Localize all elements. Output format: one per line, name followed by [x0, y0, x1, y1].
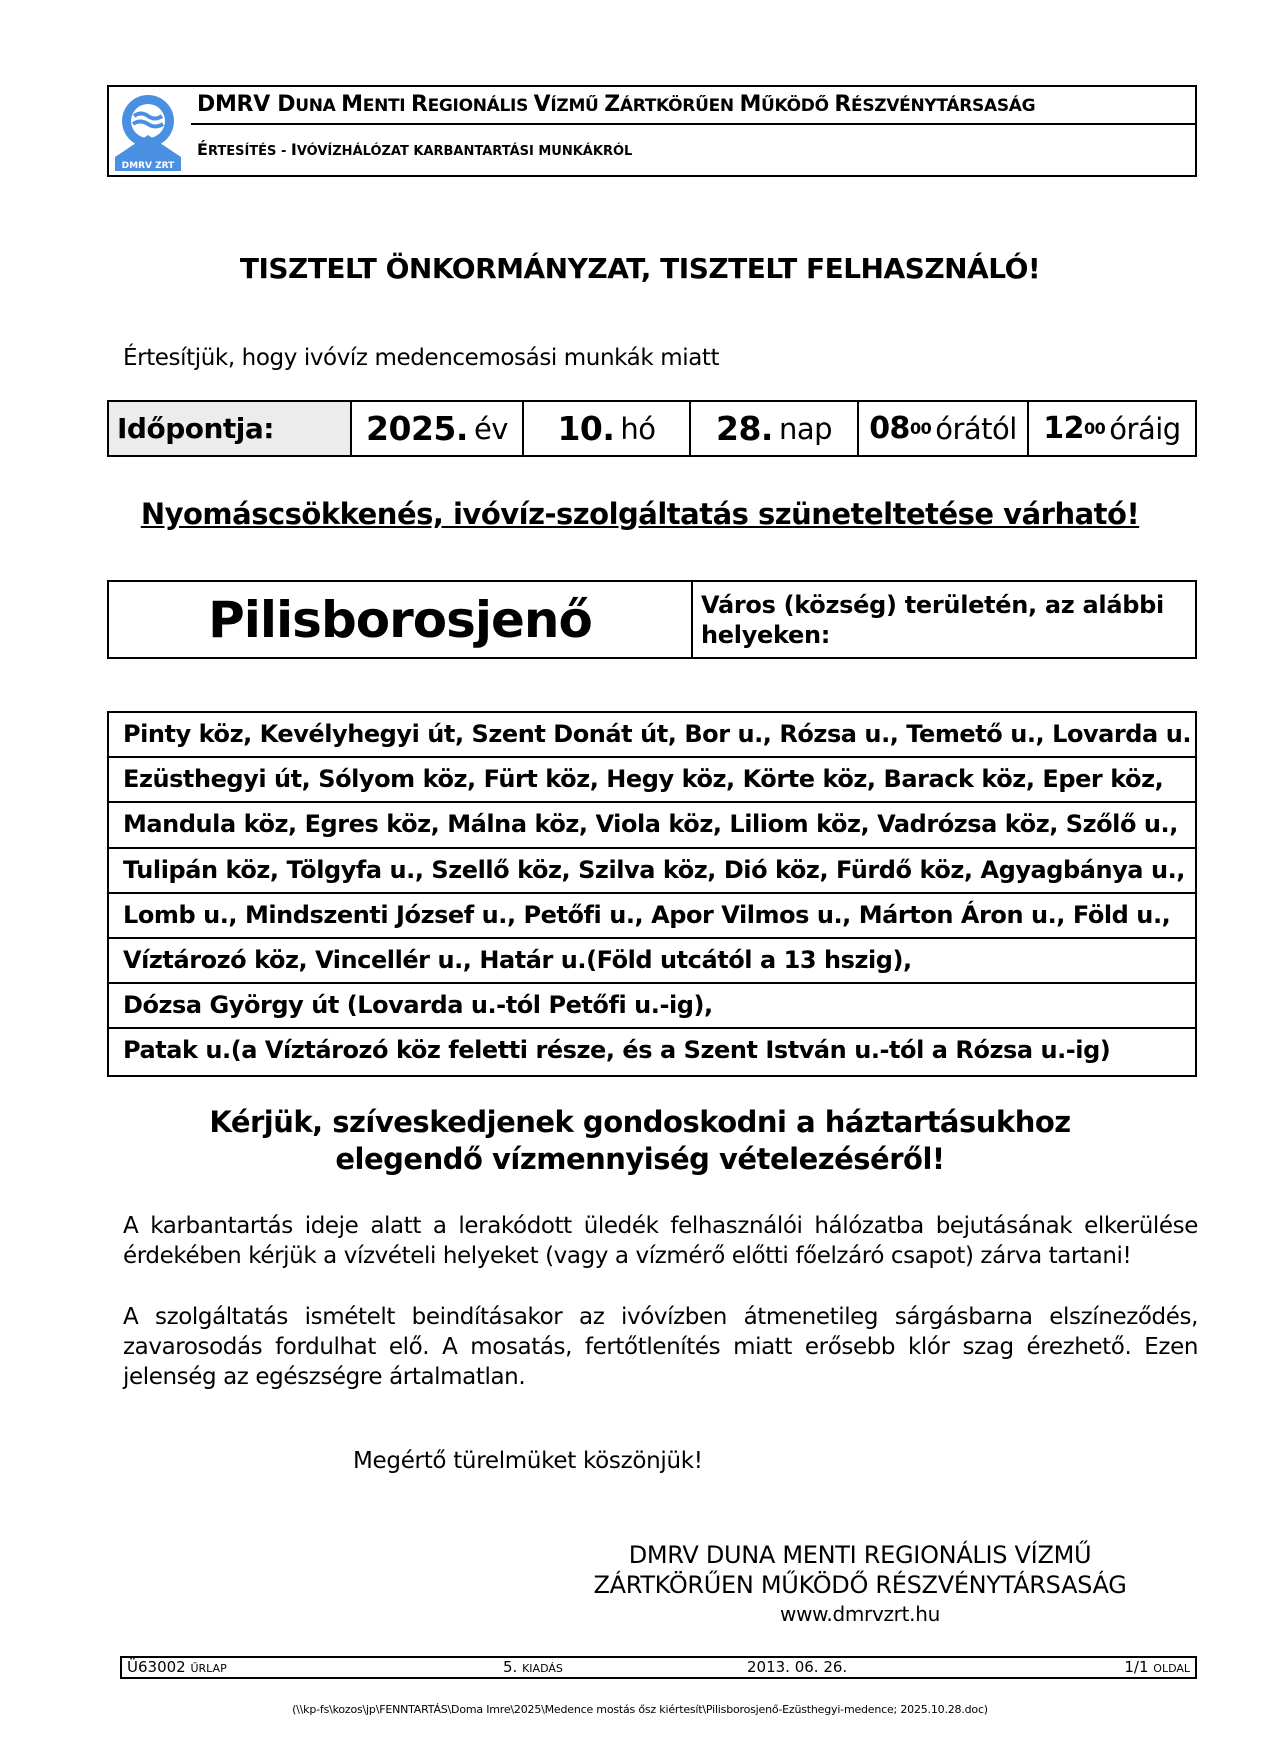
form-code: Ü63002 ŰRLAP: [127, 1658, 227, 1676]
schedule-table: [107, 400, 1197, 457]
town-name: Pilisborosjenő: [109, 582, 693, 657]
document-subtitle: ÉRTESÍTÉS - IVÓVÍZHÁLÓZAT KARBANTARTÁSI MUNKÁKRÓL: [197, 140, 633, 159]
schedule-start-time: 08 00 órától: [859, 402, 1029, 455]
schedule-year: 2025. év: [352, 402, 524, 455]
town-box: [107, 580, 1197, 659]
schedule-month: 10. hó: [524, 402, 691, 455]
schedule-day: 28. nap: [691, 402, 859, 455]
schedule-end-time: 12 00 óráig: [1043, 411, 1181, 446]
street-row: Víztározó köz, Vincellér u., Határ u.(Föld utcától a 13 hszig),: [109, 939, 1195, 984]
street-row: Ezüsthegyi út, Sólyom köz, Fürt köz, Hegy köz, Körte köz, Barack köz, Eper köz,: [109, 758, 1195, 803]
paragraph-closure: A karbantartás ideje alatt a lerakódott üledék felhasználói hálózatba bejutásának elkerülése érdekében kérjük a vízvételi helyeket (vagy a vízmérő előtti főelzáró csapot) zárva tartani!: [123, 1213, 1198, 1269]
form-edition: 5. KIADÁS: [503, 1658, 563, 1676]
company-name: DMRV DUNA MENTI REGIONÁLIS VÍZMŰ ZÁRTKÖRŰEN MŰKÖDŐ RÉSZVÉNYTÁRSASÁG: [191, 87, 1195, 125]
street-row: Pinty köz, Kevélyhegyi út, Szent Donát út, Bor u., Rózsa u., Temető u., Lovarda u.: [109, 713, 1195, 758]
warning-heading: Nyomáscsökkenés, ivóvíz-szolgáltatás szüneteltetése várható!: [140, 497, 1140, 531]
document-header: [107, 85, 1197, 177]
request-line-1: Kérjük, szíveskedjenek gondoskodni a háztartásukhoz: [209, 1105, 1071, 1139]
thanks-text: Megértő türelmüket köszönjük!: [353, 1448, 703, 1474]
signature-line-1: DMRV DUNA MENTI REGIONÁLIS VÍZMŰ: [628, 1541, 1092, 1569]
intro-text: Értesítjük, hogy ivóvíz medencemosási munkák miatt: [123, 345, 720, 371]
form-date: 2013. 06. 26.: [747, 1658, 848, 1676]
street-row: Dózsa György út (Lovarda u.-tól Petőfi u.-ig),: [109, 984, 1195, 1029]
logo-text: DMRV ZRT: [121, 161, 175, 171]
street-row: Mandula köz, Egres köz, Málna köz, Viola köz, Liliom köz, Vadrózsa köz, Szőlő u.,: [109, 803, 1195, 848]
form-page: 1/1 OLDAL: [1124, 1658, 1190, 1676]
schedule-label: Időpontja:: [109, 402, 352, 455]
signature-block: [560, 1540, 1160, 1628]
town-description: Város (község) területén, az alábbi helyeken:: [701, 591, 1164, 649]
street-row: Lomb u., Mindszenti József u., Petőfi u., Apor Vilmos u., Márton Áron u., Föld u.,: [109, 894, 1195, 939]
dmrv-logo-icon: [113, 91, 183, 173]
form-footer: [120, 1656, 1197, 1679]
file-path: (\\kp-fs\kozos\jp\FENNTARTÁS\Doma Imre\2025\Medence mostás ősz kiértesít\Pilisborosjenő-Ezüsthegyi-medence; 2025.10.28.doc): [292, 1703, 988, 1716]
street-row: Tulipán köz, Tölgyfa u., Szellő köz, Szilva köz, Dió köz, Fürdő köz, Agyagbánya u.,: [109, 849, 1195, 894]
request-heading: [0, 1104, 1280, 1178]
website-link[interactable]: www.dmrvzrt.hu: [780, 1602, 940, 1626]
streets-table: [107, 711, 1197, 1077]
paragraph-discoloration: A szolgáltatás ismételt beindításakor az ivóvízben átmenetileg sárgásbarna elszíneződés, zavarosodás fordulhat elő. A mosatás, fertőtlenítés miatt erősebb klór szag érezhető. Ezen jelenség az egészségre ártalmatlan.: [123, 1304, 1198, 1390]
street-row: Patak u.(a Víztározó köz feletti része, és a Szent István u.-tól a Rózsa u.-ig): [123, 1036, 1111, 1065]
request-line-2: elegendő vízmennyiség vételezéséről!: [335, 1142, 945, 1176]
greeting-heading: TISZTELT ÖNKORMÁNYZAT, TISZTELT FELHASZNÁLÓ!: [239, 252, 1041, 285]
signature-line-2: ZÁRTKÖRŰEN MŰKÖDŐ RÉSZVÉNYTÁRSASÁG: [593, 1571, 1127, 1599]
